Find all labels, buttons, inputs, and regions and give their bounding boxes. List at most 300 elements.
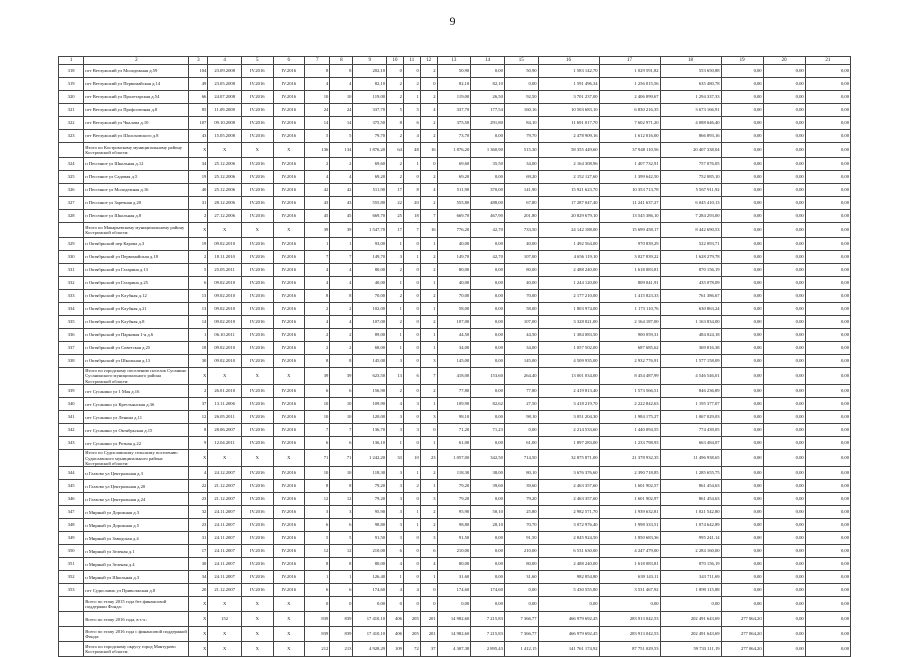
table-cell: 0 xyxy=(403,329,420,342)
table-cell: 79,70 xyxy=(353,130,387,143)
table-cell: 69,60 xyxy=(437,158,471,171)
table-cell: 0,00 xyxy=(763,368,805,385)
table-row xyxy=(59,467,851,480)
address-cell: п Мирный ул Зеленая д.4 xyxy=(84,558,189,571)
table-cell: 210,00 xyxy=(353,545,387,558)
table-cell: 6 xyxy=(330,437,353,450)
table-cell: 1 xyxy=(420,437,437,450)
table-row xyxy=(59,117,851,130)
table-row xyxy=(59,493,851,506)
table-cell: 26.01.2010 xyxy=(208,385,242,398)
table-cell: 0,00 xyxy=(763,91,805,104)
table-cell: 553 650,88 xyxy=(660,65,721,78)
table-cell: 21.12.2007 xyxy=(208,584,242,597)
table-cell: 43 xyxy=(330,197,353,210)
address-cell: Итого по городскому округу город Мантурово Костромской области: xyxy=(84,642,189,657)
table-cell: 3 xyxy=(387,493,404,506)
table-cell: 339 xyxy=(59,385,84,398)
table-cell: 1 xyxy=(330,571,353,584)
address-cell: пгт Ветлужский ул Профсоюзная д.8 xyxy=(84,104,189,117)
table-cell: 0,00 xyxy=(805,584,850,597)
table-cell: 45 xyxy=(330,210,353,223)
table-cell: 0,00 xyxy=(763,584,805,597)
table-cell: 0 xyxy=(403,385,420,398)
table-cell: 33 xyxy=(387,450,404,467)
table-cell: 1 618 083,81 xyxy=(599,558,660,571)
table-cell: 4 509 935,00 xyxy=(538,355,599,368)
table-cell: 4 656 119,10 xyxy=(538,251,599,264)
table-row xyxy=(59,355,851,368)
table-cell: 0,00 xyxy=(805,65,850,78)
table-row xyxy=(59,210,851,223)
table-cell: 0,00 xyxy=(721,290,763,303)
table-cell: 1 xyxy=(403,467,420,480)
table-cell: 141,90 xyxy=(504,184,538,197)
address-cell: п Октябрьский ул Первомайская д.18 xyxy=(84,251,189,264)
table-cell: 0,00 xyxy=(721,411,763,424)
table-cell: 5 xyxy=(189,264,208,277)
table-cell: 0,00 xyxy=(721,223,763,238)
table-cell: 11 496 938,65 xyxy=(660,450,721,467)
table-cell: 25.12.2006 xyxy=(208,184,242,197)
total-row xyxy=(59,642,851,657)
table-cell: 0,00 xyxy=(721,437,763,450)
table-cell: 85 xyxy=(189,104,208,117)
table-cell: 205 xyxy=(403,612,420,627)
table-cell: X xyxy=(273,223,305,238)
table-cell: 10 xyxy=(305,398,330,411)
table-row xyxy=(59,290,851,303)
table-cell xyxy=(59,450,84,467)
table-cell: 2 xyxy=(420,91,437,104)
table-cell: 2 xyxy=(305,329,330,342)
table-cell: 6 xyxy=(387,545,404,558)
table-cell: IV.2016 xyxy=(241,519,273,532)
housing-table xyxy=(58,56,851,657)
table-cell: 0,00 xyxy=(471,342,505,355)
table-cell: 40,00 xyxy=(437,238,471,251)
table-cell xyxy=(59,642,84,657)
table-cell: 8 xyxy=(387,117,404,130)
table-cell: 0,00 xyxy=(721,91,763,104)
table-cell: 0,00 xyxy=(805,78,850,91)
table-cell: 687 685,62 xyxy=(599,342,660,355)
table-cell: 1 xyxy=(189,329,208,342)
table-cell: 0,00 xyxy=(805,117,850,130)
table-cell: 71 xyxy=(330,450,353,467)
table-cell: 107 xyxy=(189,117,208,130)
table-cell: 776,20 xyxy=(437,223,471,238)
table-cell: IV.2016 xyxy=(273,171,305,184)
table-row xyxy=(59,264,851,277)
table-cell: 21.12.2007 xyxy=(208,480,242,493)
table-cell: 1 029 591,82 xyxy=(599,65,660,78)
table-cell: 0 xyxy=(420,78,437,91)
table-cell: 3 xyxy=(420,532,437,545)
table-cell: 0 xyxy=(420,597,437,612)
table-cell: 42 xyxy=(305,184,330,197)
table-cell: 1 618 083,81 xyxy=(599,264,660,277)
table-row xyxy=(59,385,851,398)
table-cell: 3 418 219,70 xyxy=(538,398,599,411)
table-cell: 2 222 842,63 xyxy=(599,398,660,411)
table-cell: 201 xyxy=(420,627,437,642)
table-cell: X xyxy=(208,368,242,385)
table-cell: 326 xyxy=(59,184,84,197)
table-cell: 23 xyxy=(189,493,208,506)
table-cell: 0,00 xyxy=(471,597,505,612)
table-cell: 7 284 293,00 xyxy=(660,210,721,223)
table-cell: 1 998 333,51 xyxy=(599,519,660,532)
table-cell: 283 913 042,53 xyxy=(599,627,660,642)
table-cell: 107,00 xyxy=(504,251,538,264)
table-cell: 2 xyxy=(305,158,330,171)
table-cell: 3 xyxy=(420,355,437,368)
table-cell: 1 xyxy=(403,158,420,171)
table-cell: 82,62 xyxy=(471,398,505,411)
table-cell: X xyxy=(208,143,242,158)
table-cell: 0 xyxy=(403,558,420,571)
table-cell: 0 xyxy=(387,65,404,78)
table-cell: 3 676 376,60 xyxy=(538,467,599,480)
table-cell: 639 143,11 xyxy=(599,571,660,584)
table-cell: 0,00 xyxy=(471,130,505,143)
table-cell: 24.11.2007 xyxy=(208,532,242,545)
table-cell: 2 xyxy=(387,290,404,303)
table-cell: 37 948 110,56 xyxy=(599,143,660,158)
table-cell: 7 xyxy=(305,424,330,437)
address-cell: п Мирный ул Заводская д.4 xyxy=(84,532,189,545)
table-cell: X xyxy=(273,143,305,158)
table-cell: 630 863,24 xyxy=(660,303,721,316)
table-cell: 0 xyxy=(403,493,420,506)
table-row xyxy=(59,104,851,117)
table-cell: 58,00 xyxy=(504,303,538,316)
address-cell: пгт Сусанино ул Октябрьская д.15 xyxy=(84,424,189,437)
table-cell: 0,00 xyxy=(721,104,763,117)
table-cell: 0,00 xyxy=(721,450,763,467)
table-cell: 484 024,18 xyxy=(660,329,721,342)
table-cell: IV.2016 xyxy=(241,506,273,519)
table-cell: 16 xyxy=(420,223,437,238)
table-row xyxy=(59,303,851,316)
table-cell: 0,00 xyxy=(721,197,763,210)
table-cell: X xyxy=(208,597,242,612)
table-cell: 0,00 xyxy=(763,506,805,519)
table-row xyxy=(59,532,851,545)
table-cell: 369 816,38 xyxy=(660,342,721,355)
table-row xyxy=(59,316,851,329)
table-cell: X xyxy=(241,223,273,238)
table-cell: 8 454 487,99 xyxy=(599,368,660,385)
table-cell: IV.2016 xyxy=(273,130,305,143)
table-cell: 2 xyxy=(403,78,420,91)
table-cell: 44,50 xyxy=(504,329,538,342)
table-cell: 277 064,20 xyxy=(721,627,763,642)
table-cell: 13 xyxy=(189,303,208,316)
table-cell: 25,80 xyxy=(504,506,538,519)
table-cell: IV.2016 xyxy=(273,558,305,571)
table-cell: 0,00 xyxy=(538,597,599,612)
table-cell: 201,80 xyxy=(504,210,538,223)
table-cell: IV.2016 xyxy=(273,467,305,480)
table-cell: 28.06.2007 xyxy=(208,424,242,437)
table-cell: 1 876,20 xyxy=(437,143,471,158)
table-cell: 28,10 xyxy=(471,519,505,532)
table-cell: 1 583 142,70 xyxy=(538,65,599,78)
table-cell: 0,00 xyxy=(721,78,763,91)
table-cell: IV.2016 xyxy=(273,355,305,368)
table-cell: IV.2016 xyxy=(241,184,273,197)
table-cell: X xyxy=(189,627,208,642)
address-cell: Итого по Костромскому муниципальному району Костромской области: xyxy=(84,143,189,158)
table-cell: 0,00 xyxy=(805,264,850,277)
table-cell: 2 xyxy=(420,385,437,398)
table-cell: IV.2016 xyxy=(241,117,273,130)
table-cell: 7 366,77 xyxy=(504,612,538,627)
table-cell: 375,50 xyxy=(437,117,471,130)
table-cell: 0,00 xyxy=(763,450,805,467)
table-cell: 2 xyxy=(305,342,330,355)
table-cell: 5 xyxy=(330,532,353,545)
table-cell: 0,00 xyxy=(471,355,505,368)
table-cell: 2 xyxy=(387,316,404,329)
column-number: 12 xyxy=(420,57,437,65)
address-cell: Всего по этапу 2016 года с финансовой поддержкой Фонда: xyxy=(84,627,189,642)
table-cell: X xyxy=(273,612,305,627)
table-cell: 323 xyxy=(59,130,84,143)
table-cell: 0 xyxy=(403,277,420,290)
table-cell: 1 440 094,55 xyxy=(599,424,660,437)
table-cell: 328 xyxy=(59,210,84,223)
table-cell: 291,80 xyxy=(471,117,505,130)
table-cell: 970 839,29 xyxy=(599,238,660,251)
table-cell: 467,90 xyxy=(471,210,505,223)
table-cell: 6 xyxy=(330,385,353,398)
table-cell: 2 xyxy=(420,316,437,329)
table-cell: 10 503 683,10 xyxy=(538,104,599,117)
table-cell: 318 xyxy=(59,65,84,78)
table-cell: IV.2016 xyxy=(273,104,305,117)
table-cell: 1 360,90 xyxy=(471,143,505,158)
table-cell: 202 491 643,69 xyxy=(660,612,721,627)
table-cell: 1 xyxy=(387,303,404,316)
table-cell: 0,00 xyxy=(721,519,763,532)
table-cell: 73,70 xyxy=(437,130,471,143)
table-cell: 79,20 xyxy=(437,480,471,493)
table-cell: IV.2016 xyxy=(241,493,273,506)
table-cell: 09.02.2010 xyxy=(208,342,242,355)
table-cell: IV.2016 xyxy=(241,467,273,480)
table-cell: 0,00 xyxy=(763,424,805,437)
address-cell: п Октябрьский ул Клубная д.12 xyxy=(84,290,189,303)
table-cell: 333 xyxy=(59,290,84,303)
table-cell: 3 xyxy=(387,532,404,545)
table-cell: 2 xyxy=(420,117,437,130)
table-cell: 8 xyxy=(305,65,330,78)
table-cell: 0,00 xyxy=(763,264,805,277)
table-cell: 23.05.2008 xyxy=(208,78,242,91)
table-row xyxy=(59,558,851,571)
table-cell: 3 xyxy=(387,424,404,437)
table-cell: 337,70 xyxy=(353,104,387,117)
table-cell: 406 xyxy=(387,627,404,642)
table-cell: 1 xyxy=(403,251,420,264)
table-cell: 38,00 xyxy=(471,467,505,480)
table-cell: 1 xyxy=(387,342,404,355)
table-cell: 338 xyxy=(59,355,84,368)
table-cell: 6 045 410,13 xyxy=(660,197,721,210)
table-cell: 15 699 458,17 xyxy=(599,223,660,238)
table-cell: 10 xyxy=(330,467,353,480)
table-cell: 8 xyxy=(305,480,330,493)
table-cell: 8 xyxy=(330,480,353,493)
table-cell: 325 xyxy=(59,171,84,184)
table-row xyxy=(59,329,851,342)
table-cell: 635 480,78 xyxy=(660,78,721,91)
table-cell: 5 xyxy=(403,104,420,117)
table-cell: 7 xyxy=(420,368,437,385)
table-cell: IV.2016 xyxy=(273,493,305,506)
table-row xyxy=(59,277,851,290)
table-cell: 0,00 xyxy=(805,519,850,532)
table-cell: 757 076,05 xyxy=(660,158,721,171)
table-cell: X xyxy=(273,642,305,657)
table-cell: 153,60 xyxy=(471,368,505,385)
table-cell: 14 xyxy=(189,316,208,329)
table-cell: 89,00 xyxy=(353,329,387,342)
table-cell: 0,00 xyxy=(805,558,850,571)
table-cell: 30 xyxy=(189,558,208,571)
table-cell: 11.09.2008 xyxy=(208,104,242,117)
table-cell: 0,00 xyxy=(763,411,805,424)
table-cell: IV.2016 xyxy=(241,329,273,342)
table-cell: 1 850 683,36 xyxy=(599,532,660,545)
table-cell: 77,80 xyxy=(504,385,538,398)
table-cell: 5 xyxy=(305,130,330,143)
table-cell: 1 612 016,00 xyxy=(599,130,660,143)
table-cell: 1 xyxy=(420,277,437,290)
table-cell: 0,00 xyxy=(763,467,805,480)
table-cell: 2 xyxy=(330,329,353,342)
table-cell: 95,90 xyxy=(437,506,471,519)
table-cell: 0 xyxy=(403,571,420,584)
table-cell: 69,20 xyxy=(353,171,387,184)
column-number: 21 xyxy=(805,57,850,65)
table-cell: 3 xyxy=(387,411,404,424)
table-cell: 982 854,80 xyxy=(538,571,599,584)
table-cell: 69,20 xyxy=(504,171,538,184)
table-cell: 13 545 386,10 xyxy=(599,210,660,223)
table-cell: 0,00 xyxy=(721,368,763,385)
table-cell: 3 xyxy=(403,398,420,411)
table-cell: 80,00 xyxy=(437,264,471,277)
table-cell: 12 xyxy=(305,493,330,506)
table-cell: 4 xyxy=(387,558,404,571)
table-cell: 4 xyxy=(420,104,437,117)
table-cell: 1 xyxy=(403,91,420,104)
table-cell: 2 xyxy=(189,210,208,223)
table-cell: 09.02.2010 xyxy=(208,303,242,316)
table-cell: 669,70 xyxy=(437,210,471,223)
table-row xyxy=(59,424,851,437)
table-cell: 8 xyxy=(305,355,330,368)
table-cell: 3 328 021,00 xyxy=(538,316,599,329)
table-cell: 12 xyxy=(189,411,208,424)
table-cell: IV.2016 xyxy=(273,329,305,342)
table-cell: 30 xyxy=(189,355,208,368)
table-cell: 2 xyxy=(387,385,404,398)
table-cell: 2 177 210,00 xyxy=(538,290,599,303)
table-cell: 6 xyxy=(330,519,353,532)
table-cell: 24 xyxy=(305,104,330,117)
table-cell: IV.2016 xyxy=(241,171,273,184)
table-cell: 0,00 xyxy=(471,171,505,184)
table-cell: 0,00 xyxy=(763,532,805,545)
total-row xyxy=(59,450,851,467)
table-cell: 3 xyxy=(387,355,404,368)
column-number: 8 xyxy=(330,57,353,65)
table-cell: 264,40 xyxy=(504,368,538,385)
address-cell: пгт Ветлужский ул Первомайская д.14 xyxy=(84,78,189,91)
address-cell: п Песочное ул Заречная д.20 xyxy=(84,197,189,210)
table-cell: IV.2016 xyxy=(241,91,273,104)
table-cell: 156,90 xyxy=(353,385,387,398)
table-cell: 0 xyxy=(403,171,420,184)
table-cell: 0 xyxy=(403,411,420,424)
table-cell: 174,60 xyxy=(471,584,505,597)
table-cell: 4 xyxy=(330,277,353,290)
table-cell: 2 xyxy=(305,303,330,316)
address-cell: п Октябрьский пер Карова д.3 xyxy=(84,238,189,251)
table-cell: 4 xyxy=(420,558,437,571)
table-cell: X xyxy=(241,450,273,467)
address-cell: Всего по этапу 2015 года без финансовой поддержки Фонда: xyxy=(84,597,189,612)
table-cell: 1 xyxy=(420,329,437,342)
table-cell: 4 xyxy=(305,264,330,277)
table-cell: 2 xyxy=(420,130,437,143)
table-cell: 107,00 xyxy=(353,316,387,329)
table-row xyxy=(59,78,851,91)
table-cell: 839 xyxy=(330,627,353,642)
table-cell: 0,00 xyxy=(763,597,805,612)
table-cell: 1 573 566,51 xyxy=(599,385,660,398)
table-cell: 0,00 xyxy=(763,223,805,238)
table-cell: 0,00 xyxy=(721,506,763,519)
table-cell: 93,00 xyxy=(353,238,387,251)
table-cell: 370,00 xyxy=(471,184,505,197)
total-row xyxy=(59,612,851,627)
table-cell: 109 xyxy=(387,642,404,657)
table-row xyxy=(59,158,851,171)
table-cell: 4 xyxy=(403,584,420,597)
table-cell: 0,00 xyxy=(721,184,763,197)
table-cell: 40,00 xyxy=(353,277,387,290)
table-cell: 0,00 xyxy=(721,130,763,143)
table-cell: 0 xyxy=(403,342,420,355)
table-cell: 2 xyxy=(387,264,404,277)
table-cell: 623,50 xyxy=(353,368,387,385)
table-cell: 0,00 xyxy=(721,493,763,506)
table-cell: 1 067 029,03 xyxy=(660,411,721,424)
table-cell: 0 xyxy=(330,597,353,612)
table-cell: 350 xyxy=(59,545,84,558)
table-cell: 2 463 357,60 xyxy=(538,480,599,493)
table-cell: 141 761 174,92 xyxy=(538,642,599,657)
table-cell: 0,00 xyxy=(471,493,505,506)
table-cell: 0,00 xyxy=(805,355,850,368)
table-cell: 0,00 xyxy=(763,385,805,398)
